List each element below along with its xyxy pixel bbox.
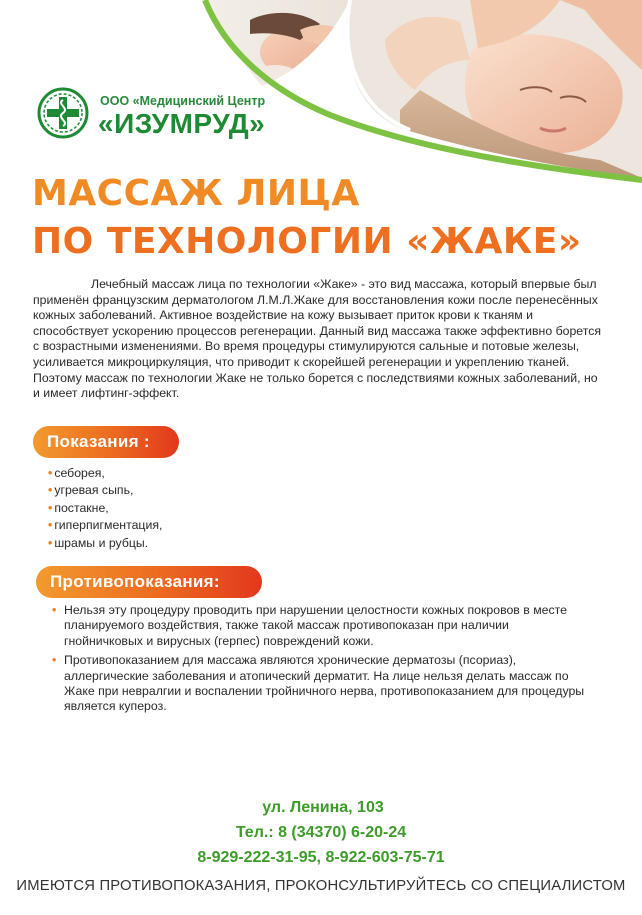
intro-line: усиливается микроциркуляция, что приводит к скорейшей регенерации и укреплению тканей. xyxy=(33,354,570,369)
page-title xyxy=(32,170,582,266)
address: ул. Ленина, 103 xyxy=(262,799,384,816)
list-item-line: Противопоказанием для массажа являются хронические дерматозы (псориаз), xyxy=(64,653,517,668)
list-item-text: себорея, xyxy=(54,466,105,480)
intro-line: применён французским дерматологом Л.М.Л.Жаке для восстановления кожи после перенесённых xyxy=(33,292,598,307)
list-item-text: угревая сыпь, xyxy=(54,483,134,498)
intro-paragraph xyxy=(33,277,625,402)
bullet-icon: • xyxy=(48,500,53,515)
indications-heading: Показания : xyxy=(33,426,179,458)
company-name-line: ООО «Медицинский Центр xyxy=(100,94,266,108)
intro-line: Поэтому массаж по технологии Жаке не только борется с последствиями кожных заболеваний, но xyxy=(33,370,598,385)
mobile-numbers: 8-929-222-31-95, 8-922-603-75-71 xyxy=(197,849,445,866)
indications-list xyxy=(48,465,162,552)
list-item xyxy=(48,465,162,482)
brand-name: «ИЗУМРУД» xyxy=(98,108,266,139)
list-item-text: шрамы и рубцы. xyxy=(54,535,149,550)
list-item-line: аллергические заболевания и атопический дерматит. На лице нельзя делать массаж по xyxy=(64,668,569,683)
list-item-line: Жаке при невралгии и воспалении тройничного нерва, противопоказанием для процедуры xyxy=(64,684,585,699)
intro-line: способствует ускорению процессов регенерации. Данный вид массажа также эффективно борется xyxy=(33,323,602,338)
list-item-line: планируемого воздействия, также такой массаж противопоказан при наличии xyxy=(64,618,509,633)
bullet-icon: • xyxy=(48,518,53,533)
title-line-2: ПО ТЕХНОЛОГИИ «ЖАКЕ» xyxy=(32,221,582,262)
list-item xyxy=(48,482,162,499)
list-item-line: гнойничковых и вирусных (герпес) повреждений кожи. xyxy=(64,633,374,648)
bullet-icon: • xyxy=(52,653,57,668)
bullet-icon: • xyxy=(52,603,57,617)
bullet-icon: • xyxy=(48,535,53,550)
disclaimer: ИМЕЮТСЯ ПРОТИВОПОКАЗАНИЯ, ПРОКОНСУЛЬТИРУЙТЕСЬ СО СПЕЦИАЛИСТОМ xyxy=(16,878,626,894)
list-item xyxy=(52,653,612,715)
intro-line: Лечебный массаж лица по технологии «Жаке» - это вид массажа, который впервые был xyxy=(91,277,597,291)
contraindications-list xyxy=(52,603,612,719)
intro-line: с возрастными изменениями. Во время процедуры стимулируются сальные и потовые железы, xyxy=(33,339,580,354)
list-item xyxy=(48,517,162,534)
list-item xyxy=(52,603,612,649)
list-item-text: постакне, xyxy=(54,500,109,515)
list-item-line: является купероз. xyxy=(64,699,167,714)
title-line-1: МАССАЖ ЛИЦА xyxy=(32,173,360,214)
bullet-icon: • xyxy=(48,466,53,480)
list-item-text: гиперпигментация, xyxy=(54,518,163,533)
intro-line: кожных заболеваний. Активное воздействие на кожу вызывает приток крови к тканям и xyxy=(33,308,533,323)
company-logo xyxy=(36,86,276,146)
list-item xyxy=(48,500,162,517)
caduceus-cross-emblem-icon xyxy=(36,86,90,140)
intro-line: и имеет лифтинг-эффект. xyxy=(33,386,180,401)
contraindications-heading: Противопоказания: xyxy=(36,566,262,598)
list-item-line: Нельзя эту процедуру проводить при нарушении целостности кожных покровов в месте xyxy=(64,603,567,617)
list-item xyxy=(48,535,162,552)
bullet-icon: • xyxy=(48,483,53,498)
contact-block xyxy=(0,795,642,870)
phone-number: Тел.: 8 (34370) 6-20-24 xyxy=(235,824,407,841)
